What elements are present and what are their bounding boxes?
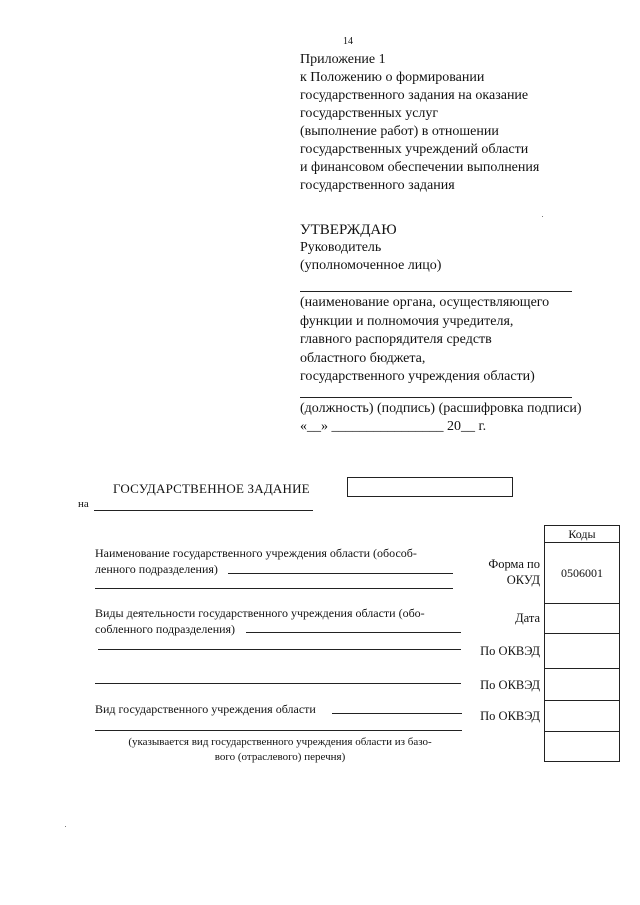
- institution-type-note: [95, 735, 465, 765]
- period-input-line[interactable]: [94, 510, 313, 511]
- institution-name-input-line[interactable]: [228, 573, 453, 574]
- okved-label-3: По ОКВЭД: [480, 709, 540, 723]
- appendix-line: государственных учреждений области: [300, 142, 529, 157]
- date-cell[interactable]: [545, 604, 620, 634]
- okved-cell-2[interactable]: [545, 669, 620, 701]
- approval-head-title: Руководитель: [300, 240, 382, 255]
- okved-cell-4[interactable]: [545, 732, 620, 762]
- okved-label-2: По ОКВЭД: [480, 678, 540, 692]
- position-signature-line: [300, 397, 572, 398]
- codes-table: [544, 525, 620, 762]
- codes-header: Коды: [545, 526, 620, 543]
- org-caption-line: (наименование органа, осуществляющего: [300, 295, 550, 310]
- org-caption-line: областного бюджета,: [300, 350, 426, 366]
- activity-types-input-line-2[interactable]: [98, 649, 461, 650]
- scan-speck: [542, 216, 543, 217]
- approval-heading: УТВЕРЖДАЮ: [300, 222, 397, 238]
- okved-label-1: По ОКВЭД: [480, 644, 540, 658]
- institution-type-label: Вид государственного учреждения области: [95, 702, 316, 716]
- institution-name-label-2: ленного подразделения): [95, 562, 218, 576]
- scan-speck: [65, 826, 66, 827]
- period-label: на: [78, 498, 89, 510]
- form-okud-label-line: Форма по: [488, 557, 540, 571]
- note-line: (указывается вид государственного учреждения области из базо-: [128, 736, 432, 748]
- okud-code-cell[interactable]: 0506001: [545, 543, 620, 604]
- okved-cell-1[interactable]: [545, 634, 620, 669]
- signature-caption: (должность) (подпись) (расшифровка подписи): [300, 401, 582, 416]
- signature-block: [300, 400, 630, 436]
- approval-date-line: «__» ________________ 20__ г.: [300, 419, 487, 434]
- okved-cell-3[interactable]: [545, 701, 620, 732]
- appendix-line: и финансовом обеспечении выполнения: [300, 160, 540, 175]
- appendix-line: к Положению о формировании: [300, 70, 485, 85]
- appendix-line: государственного задания на оказание: [300, 88, 529, 103]
- appendix-line: (выполнение работ) в отношении: [300, 124, 499, 139]
- activity-types-input-line-3[interactable]: [95, 683, 461, 684]
- activity-types-label-2: собленного подразделения): [95, 622, 236, 636]
- document-title: ГОСУДАРСТВЕННОЕ ЗАДАНИЕ: [113, 481, 310, 496]
- approval-block: [300, 221, 620, 275]
- institution-type-input-line-2[interactable]: [95, 730, 462, 731]
- appendix-line: государственного задания: [300, 178, 455, 193]
- note-line: вого (отраслевого) перечня): [214, 751, 346, 763]
- org-caption-line: функции и полномочия учредителя,: [300, 313, 514, 329]
- org-caption: [300, 294, 620, 387]
- org-signature-line: [300, 291, 572, 292]
- task-number-box[interactable]: [347, 477, 513, 497]
- institution-name-label: Наименование государственного учреждения области (обособ-: [95, 546, 417, 560]
- form-okud-label-line: ОКУД: [506, 573, 540, 587]
- date-label: Дата: [515, 611, 540, 625]
- appendix-header: [300, 51, 620, 195]
- org-caption-line: государственного учреждения области): [300, 369, 535, 384]
- institution-name-input-line-2[interactable]: [95, 588, 453, 589]
- activity-types-input-line[interactable]: [246, 632, 461, 633]
- page-number: 14: [343, 36, 353, 47]
- approval-authorized-person: (уполномоченное лицо): [300, 258, 442, 273]
- form-okud-label: [468, 556, 540, 588]
- org-caption-line: главного распорядителя средств: [300, 332, 492, 347]
- activity-types-label: Виды деятельности государственного учреждения области (обо-: [95, 606, 425, 620]
- institution-type-input-line[interactable]: [332, 713, 462, 714]
- appendix-line: государственных услуг: [300, 106, 439, 121]
- appendix-line: Приложение 1: [300, 52, 386, 67]
